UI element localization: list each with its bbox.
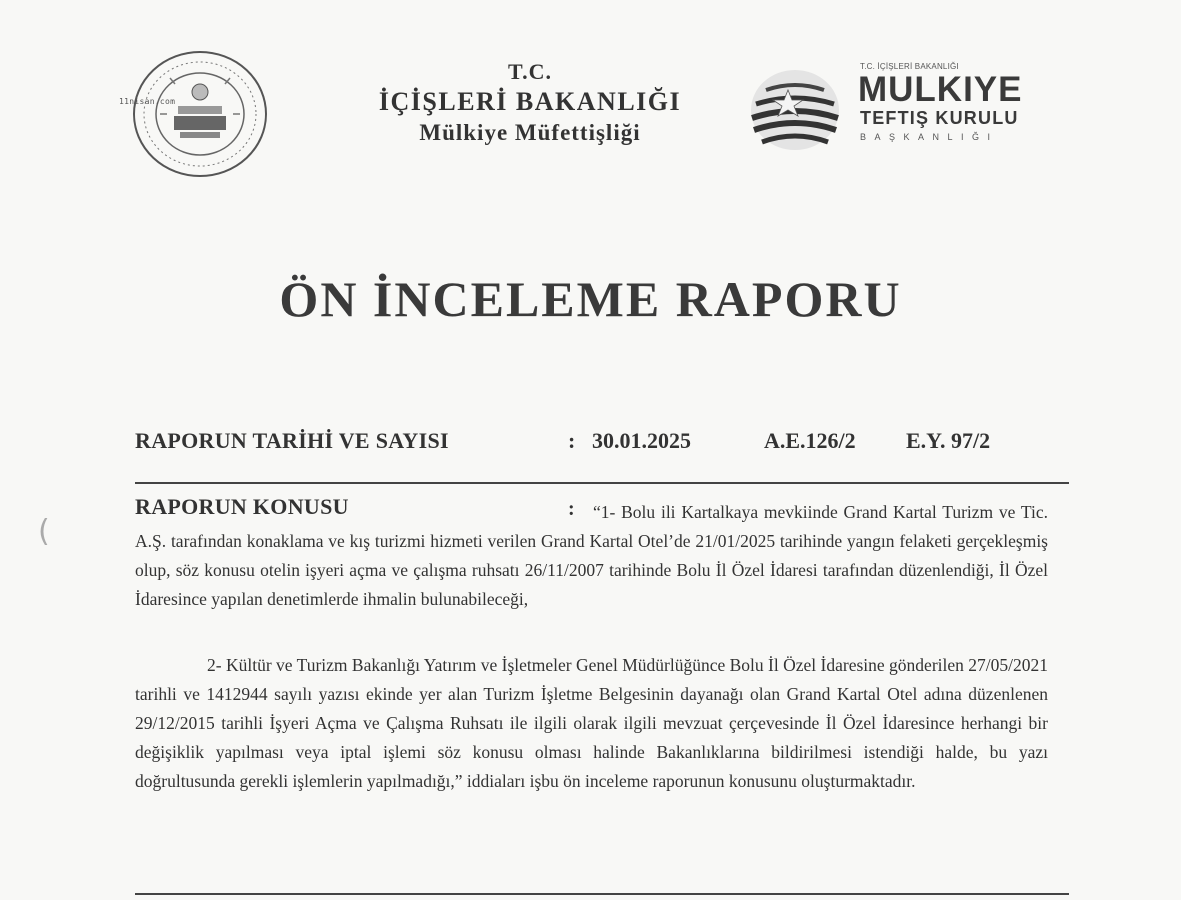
globe-star-icon bbox=[748, 66, 842, 154]
divider-top bbox=[135, 482, 1069, 484]
report-ey-number: E.Y. 97/2 bbox=[906, 428, 991, 453]
report-ae-number: A.E.126/2 bbox=[764, 428, 856, 453]
ministry-seal-icon bbox=[130, 48, 270, 180]
subject-paragraph-2: 2- Kültür ve Turizm Bakanlığı Yatırım ve İşletmeler Genel Müdürlüğünce Bolu İl Özel İdaresine gönderilen 27/05/2021 tarihli ve 1412944 sayılı yazısı ekinde yer alan Turizm İşletme Belgesinin dayanağı olan Grand Kartal Otel adına düzenlenen 29/12/2015 tarihli İşyeri Açma ve Çalışma Ruhsatı ile ilgili olarak ilgili mevzuat çerçevesinde İl Özel İdaresince herhangi bir değişiklik yapılması veya iptal işlemi söz konusu olması halinde Bakanlıklarına bildirilmesi istendiği halde, bu yazı doğrultusunda gerekli işlemlerin yapılmadığı,” iddiaları işbu ön inceleme raporunun konusunu oluşturmaktadır. bbox=[135, 655, 1048, 791]
report-date-colon: : bbox=[568, 428, 576, 453]
subject-colon: : bbox=[568, 498, 575, 520]
margin-mark: ( bbox=[38, 514, 50, 549]
document-title: ÖN İNCELEME RAPORU bbox=[279, 271, 902, 327]
subject-paragraph-1: “1- Bolu ili Kartalkaya mevkiinde Grand Kartal Turizm ve Tic. A.Ş. tarafından konaklama ve kış turizmi hizmeti verilen Grand Kartal Otel’de 21/01/2025 tarihinde yangın felaketi gerçekleşmiş olup, söz konusu otelin işyeri açma ve çalışma ruhsatı 26/11/2007 tarihinde Bolu İl Özel İdaresi tarafından düzenlendiği, İl Özel İdaresince yapılan denetimlerde ihmalin bulunabileceği, bbox=[135, 502, 1048, 609]
header-ministry: İÇİŞLERİ BAKANLIĞI bbox=[378, 87, 682, 116]
logo-title: MULKIYE bbox=[858, 70, 1023, 109]
logo-subtitle: TEFTIŞ KURULU bbox=[860, 108, 1019, 128]
header-inspectorate: Mülkiye Müfettişliği bbox=[419, 120, 641, 145]
ministry-seal bbox=[130, 48, 270, 180]
report-date-label: RAPORUN TARİHİ VE SAYISI bbox=[135, 428, 449, 453]
ministry-header bbox=[330, 58, 730, 148]
subject-label: RAPORUN KONUSU bbox=[135, 494, 349, 519]
header-tc: T.C. bbox=[508, 59, 552, 84]
logo-small-text: T.C. İÇİŞLERİ BAKANLIĞI bbox=[860, 62, 959, 71]
logo-bottom-text: BAŞKANLIĞI bbox=[860, 132, 999, 142]
mulkiye-logo bbox=[748, 60, 1058, 160]
divider-bottom bbox=[135, 893, 1069, 895]
watermark-text: 11nisan.com bbox=[119, 97, 176, 106]
report-date: 30.01.2025 bbox=[592, 428, 691, 453]
